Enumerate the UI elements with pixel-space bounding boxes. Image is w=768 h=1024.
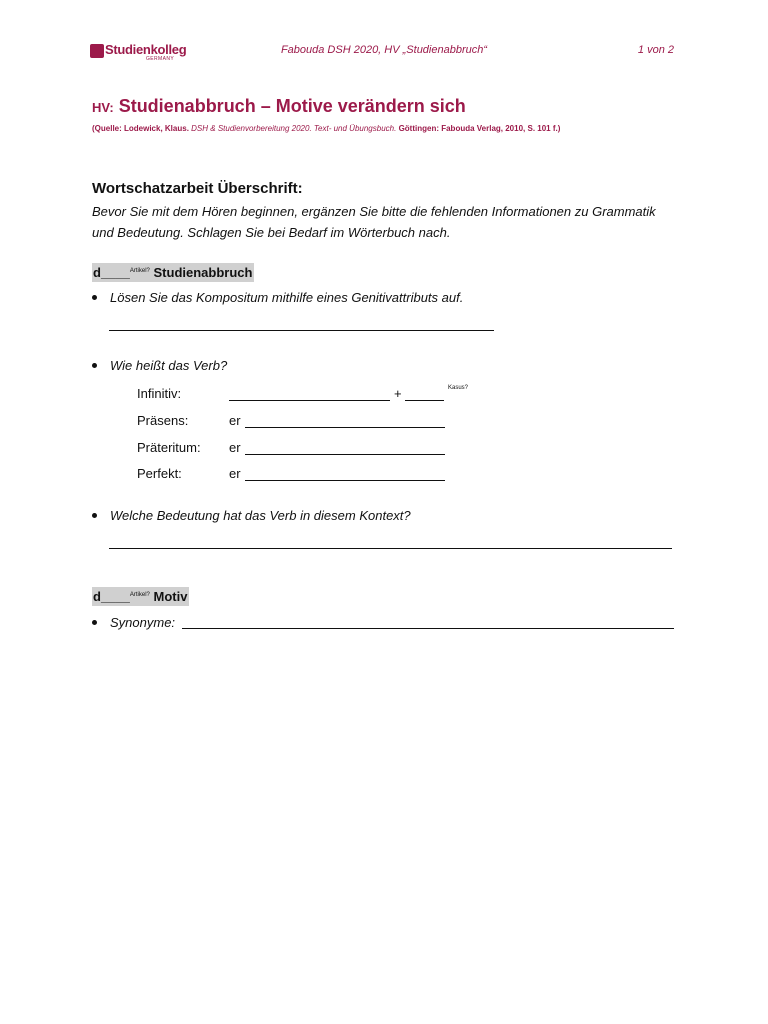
answer-line-bedeutung[interactable] bbox=[109, 548, 672, 549]
answer-line-praesens[interactable] bbox=[245, 427, 445, 428]
page-number: 1 von 2 bbox=[637, 44, 674, 56]
logo-subtext: GERMANY bbox=[146, 56, 175, 62]
word-label: Studienabbruch bbox=[153, 265, 253, 280]
pronoun-er: er bbox=[229, 413, 241, 428]
label-praeteritum: Präteritum: bbox=[137, 440, 201, 455]
bullet-icon bbox=[92, 620, 97, 625]
task-text: Lösen Sie das Kompositum mithilfe eines Genitivattributs auf. bbox=[110, 290, 464, 305]
task-kompositum bbox=[92, 290, 463, 305]
article-hint: Artikel? bbox=[129, 268, 150, 274]
article-blank: d____ bbox=[93, 589, 130, 604]
page-title bbox=[92, 96, 466, 117]
word-label: Motiv bbox=[153, 589, 188, 604]
article-hint: Artikel? bbox=[129, 592, 150, 598]
title-prefix: HV: bbox=[92, 100, 114, 115]
answer-line-perfekt[interactable] bbox=[245, 480, 445, 481]
source-publisher: Göttingen: Fabouda Verlag, 2010, S. 101 f.) bbox=[398, 124, 561, 133]
answer-line-kasus[interactable] bbox=[405, 400, 444, 401]
answer-line-genitiv[interactable] bbox=[109, 330, 494, 331]
bullet-icon bbox=[92, 363, 97, 368]
section-heading: Wortschatzarbeit Überschrift: bbox=[92, 180, 303, 197]
kasus-hint: Kasus? bbox=[448, 385, 469, 391]
section-intro: Bevor Sie mit dem Hören beginnen, ergänzen Sie bitte die fehlenden Informationen zu Grammatik und Bedeutung. Schlagen Sie bei Bedarf im Wörterbuch nach. bbox=[92, 204, 656, 240]
article-blank: d____ bbox=[93, 265, 130, 280]
task-verb bbox=[92, 358, 227, 373]
answer-line-synonyme[interactable] bbox=[182, 628, 674, 629]
bullet-icon bbox=[92, 513, 97, 518]
source-author: (Quelle: Lodewick, Klaus. bbox=[92, 124, 189, 133]
plus-sign: + bbox=[394, 386, 402, 401]
word-heading-studienabbruch bbox=[92, 263, 254, 282]
logo-text: Studienkolleg bbox=[105, 42, 187, 57]
answer-line-praeteritum[interactable] bbox=[245, 454, 445, 455]
task-text: Synonyme: bbox=[110, 615, 176, 630]
label-perfekt: Perfekt: bbox=[137, 466, 182, 481]
task-text: Wie heißt das Verb? bbox=[110, 358, 228, 373]
title-text: Studienabbruch – Motive verändern sich bbox=[118, 96, 466, 116]
source-book: DSH & Studienvorbereitung 2020. Text- und Übungsbuch. bbox=[191, 124, 397, 133]
header-title: Fabouda DSH 2020, HV „Studienabbruch“ bbox=[280, 44, 488, 56]
word-heading-motiv bbox=[92, 587, 189, 606]
task-bedeutung bbox=[92, 508, 411, 523]
pronoun-er: er bbox=[229, 440, 241, 455]
pronoun-er: er bbox=[229, 466, 241, 481]
source-citation bbox=[92, 124, 560, 133]
answer-line-infinitiv[interactable] bbox=[229, 400, 390, 401]
task-synonyme bbox=[92, 615, 175, 630]
label-praesens: Präsens: bbox=[137, 413, 189, 428]
bullet-icon bbox=[92, 295, 97, 300]
task-text: Welche Bedeutung hat das Verb in diesem Kontext? bbox=[110, 508, 411, 523]
label-infinitiv: Infinitiv: bbox=[137, 386, 182, 401]
